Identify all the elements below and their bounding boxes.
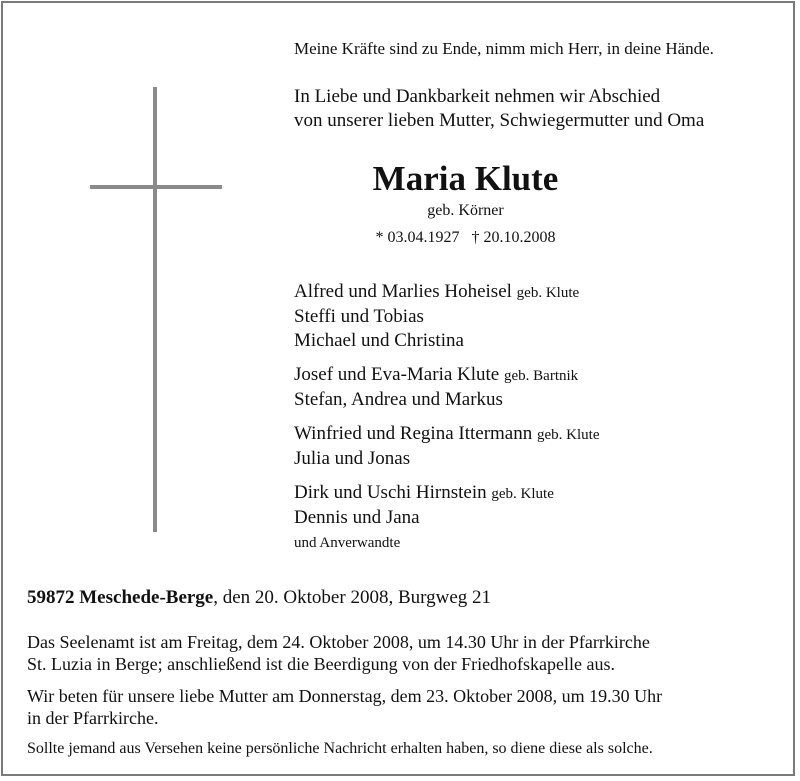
birth-date: * 03.04.1927 [375, 229, 460, 246]
family-member: Dirk und Uschi Hirnstein [294, 482, 487, 503]
family-member: Josef und Eva-Maria Klute [294, 364, 500, 385]
family-group [294, 481, 599, 530]
cross-icon-bar [90, 185, 222, 189]
family-member: Dennis und Jana [294, 507, 420, 528]
family-group [294, 363, 599, 412]
family-group [294, 280, 599, 353]
birth-name: geb. Körner [427, 202, 504, 219]
maiden-name: geb. Klute [516, 285, 580, 301]
family-group [294, 422, 599, 471]
prayer-line: Wir beten für unsere liebe Mutter am Donnerstag, dem 23. Oktober 2008, um 19.30 Uhr [27, 686, 663, 706]
life-dates [293, 229, 638, 247]
maiden-name: geb. Klute [537, 427, 600, 443]
intro-line: In Liebe und Dankbarkeit nehmen wir Abschied [294, 86, 661, 107]
motto: Meine Kräfte sind zu Ende, nimm mich Herr, in deine Hände. [294, 39, 714, 58]
service-info [27, 631, 650, 675]
family-member: Steffi und Tobias [294, 306, 424, 327]
maiden-name: geb. Bartnik [504, 368, 579, 384]
maiden-name: geb. Klute [491, 486, 554, 502]
intro-text [294, 85, 704, 133]
prayer-line: in der Pfarrkirche. [27, 708, 159, 728]
service-line: Das Seelenamt ist am Freitag, dem 24. Oktober 2008, um 14.30 Uhr in der Pfarrkirche [27, 632, 650, 652]
address-date: , den 20. Oktober 2008, Burgweg 21 [213, 587, 492, 608]
footer-note: Sollte jemand aus Versehen keine persönliche Nachricht erhalten haben, so diene diese als solche. [27, 740, 653, 757]
family-member: Stefan, Andrea und Markus [294, 389, 503, 410]
relatives: und Anverwandte [294, 535, 401, 551]
obituary-notice [1, 1, 795, 776]
place-date-line [27, 587, 491, 609]
prayer-info [27, 685, 662, 729]
intro-line: von unserer lieben Mutter, Schwiegermutter und Oma [294, 110, 705, 131]
cross-icon [153, 87, 157, 532]
service-line: St. Luzia in Berge; anschließend ist die Beerdigung von der Friedhofskapelle aus. [27, 654, 616, 674]
family-member: Julia und Jonas [294, 448, 411, 469]
death-date: † 20.10.2008 [471, 229, 556, 246]
town: 59872 Meschede-Berge [27, 587, 214, 608]
deceased-name: Maria Klute [372, 159, 559, 198]
family-list [294, 280, 599, 540]
family-member: Winfried und Regina Ittermann [294, 423, 533, 444]
family-member: Michael und Christina [294, 330, 464, 351]
family-member: Alfred und Marlies Hoheisel [294, 281, 512, 302]
